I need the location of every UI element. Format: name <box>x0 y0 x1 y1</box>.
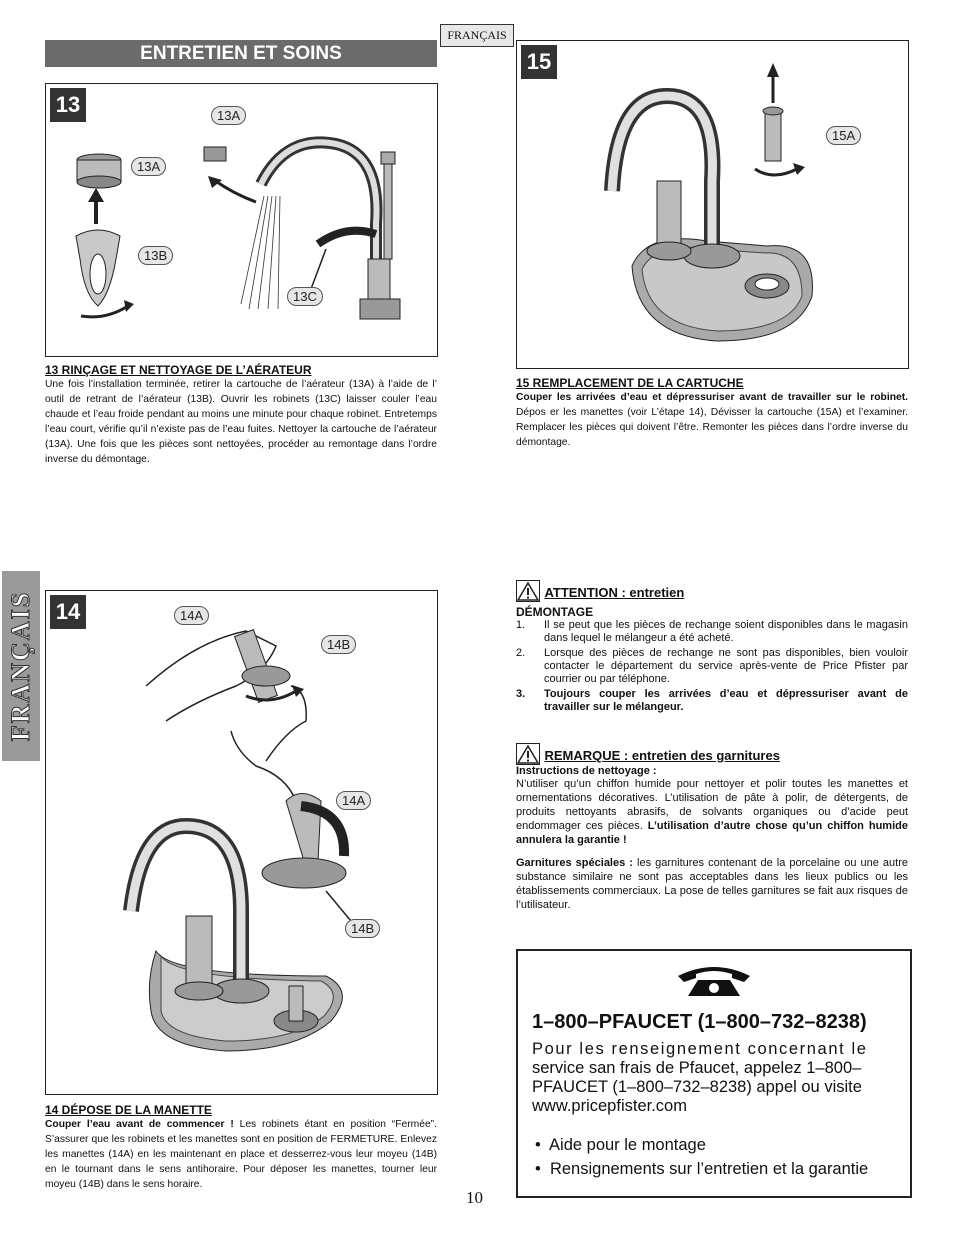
figure-15 <box>516 40 909 369</box>
attention-list <box>516 619 908 714</box>
phone-description: Pour les renseignement concernant le service san frais de Pfaucet, appelez 1–800– PFAUCET (1–800–732–8238) appel ou visite www.pricepfister.com <box>532 1040 904 1116</box>
step-number-15: 15 <box>521 45 557 79</box>
warning-icon <box>516 580 540 602</box>
attention-heading: ATTENTION : entretien <box>544 585 685 600</box>
figure-13 <box>45 83 438 357</box>
attention-subheading: DÉMONTAGE <box>516 605 594 619</box>
step-14-warning: Couper l’eau avant de commencer ! <box>45 1119 234 1130</box>
step-15-title: 15 REMPLACEMENT DE LA CARTUCHE <box>516 376 744 390</box>
remarque-section <box>516 743 908 912</box>
callout-14a-bottom: 14A <box>336 791 371 810</box>
step-14-caption <box>45 1103 437 1192</box>
contact-box <box>516 949 912 1198</box>
step-14-title: 14 DÉPOSE DE LA MANETTE <box>45 1103 212 1117</box>
remarque-para1: N’utiliser qu’un chiffon humide pour nettoyer et polir toutes les manettes et ornementations décoratives. L’utilisation de pâte à polir, de détergents, de produits nettoyants abrasifs, de solvants organiques ou d’acide peut endommager ces pièces. L’utilisation d’autre chose qu’un chiffon humide annulera la garantie ! <box>516 778 908 846</box>
phone-title: 1–800–PFAUCET (1–800–732–8238) <box>532 1011 867 1033</box>
remarque-subheading: Instructions de nettoyage : <box>516 765 657 777</box>
list-item: • Rensignements sur l’entretien et la garantie <box>535 1160 869 1178</box>
callout-14b-top: 14B <box>321 635 356 654</box>
callout-13a-left: 13A <box>131 157 166 176</box>
list-item: 1. Il se peut que les pièces de rechange soient disponibles dans le magasin dans lequel le mélangeur a été acheté. <box>516 619 908 644</box>
step-14-body: Les robinets étant en position “Fermée”. S’assurer que les robinets et les manettes sont en position de FERMETURE. Enlevez les manettes (14A) en les maintenant en place et desserrez-vous leur moyeu (14B) en le tournant dans le sens antihoraire. Pour déposer les manettes, tourner leur moyeu (14B) dans le sens horaire. <box>45 1119 437 1190</box>
figure-14 <box>45 590 438 1095</box>
step-15-warning: Couper les arrivées d’eau et dépressuriser avant de travailler sur le robinet. <box>516 392 908 403</box>
aerator-illustration <box>46 84 437 356</box>
list-item: 3. Toujours couper les arrivées d’eau et dépressuriser avant de travailler sur le mélangeur. <box>516 688 908 713</box>
callout-15a: 15A <box>826 126 861 145</box>
step-13-title: 13 RINÇAGE ET NETTOYAGE DE L’AÉRATEUR <box>45 363 312 377</box>
attention-section <box>516 580 908 716</box>
language-tag: FRANÇAIS <box>440 24 514 47</box>
step-15-body: Dépos er les manettes (voir L’étape 14), Dévisser la cartouche (15A) et l’examiner. Remplacer les pièces qui doivent l’être. Remonter les pièces dans l’ordre inverse du démontage. <box>516 407 908 448</box>
step-number-14: 14 <box>50 595 86 629</box>
step-13-body: Une fois l’installation terminée, retirer la cartouche de l’aérateur (13A) à l’aide de l’ outil de retrant de l’aérateur (13B). Ouvrir les robinets (13C) laisser couler l’eau chaude et l’eau froide pendant au moins une minute pour chaque robinet. Entretemps l’eau court, vérifie qu’il n’existe pas de l’eau fuites. Nettoyer la cartouche de l’aérateur (13A). Une fois que les pièces sont nettoyées, procéder au remontage dans l’ordre inverse du démontage. <box>45 379 437 465</box>
cartridge-illustration <box>517 41 908 368</box>
handle-removal-illustration <box>46 591 437 1094</box>
step-15-caption <box>516 376 908 450</box>
remarque-heading: REMARQUE : entretien des garnitures <box>544 748 780 763</box>
callout-13a-top: 13A <box>211 106 246 125</box>
list-item: • Aide pour le montage <box>535 1136 706 1154</box>
website-link[interactable]: www.pricepfister.com <box>532 1097 687 1115</box>
callout-13b: 13B <box>138 246 173 265</box>
page-number: 10 <box>466 1188 483 1207</box>
step-number-13: 13 <box>50 88 86 122</box>
callout-14a-top: 14A <box>174 606 209 625</box>
step-13-caption <box>45 363 437 467</box>
list-item: 2. Lorsque des pièces de rechange ne sont pas disponibles, bien vouloir contacter le département du service après-vente de Price Pfister par courrier ou par téléphone. <box>516 647 908 685</box>
telephone-icon <box>674 964 754 998</box>
remarque-para2: Garnitures spéciales : les garnitures contenant de la porcelaine ou une autre substance similaire ne sont pas acceptables dans les lieux publics ou les établissements commerciaux. La pose de telles garnitures se fait aux risques de l’utilisateur. <box>516 857 908 911</box>
side-language-tab <box>2 571 40 761</box>
section-header: ENTRETIEN ET SOINS <box>45 40 437 67</box>
callout-13c: 13C <box>287 287 323 306</box>
side-tab-label: FRANÇAIS <box>6 590 35 742</box>
service-list <box>535 1133 868 1181</box>
warning-icon <box>516 743 540 765</box>
callout-14b-bottom: 14B <box>345 919 380 938</box>
